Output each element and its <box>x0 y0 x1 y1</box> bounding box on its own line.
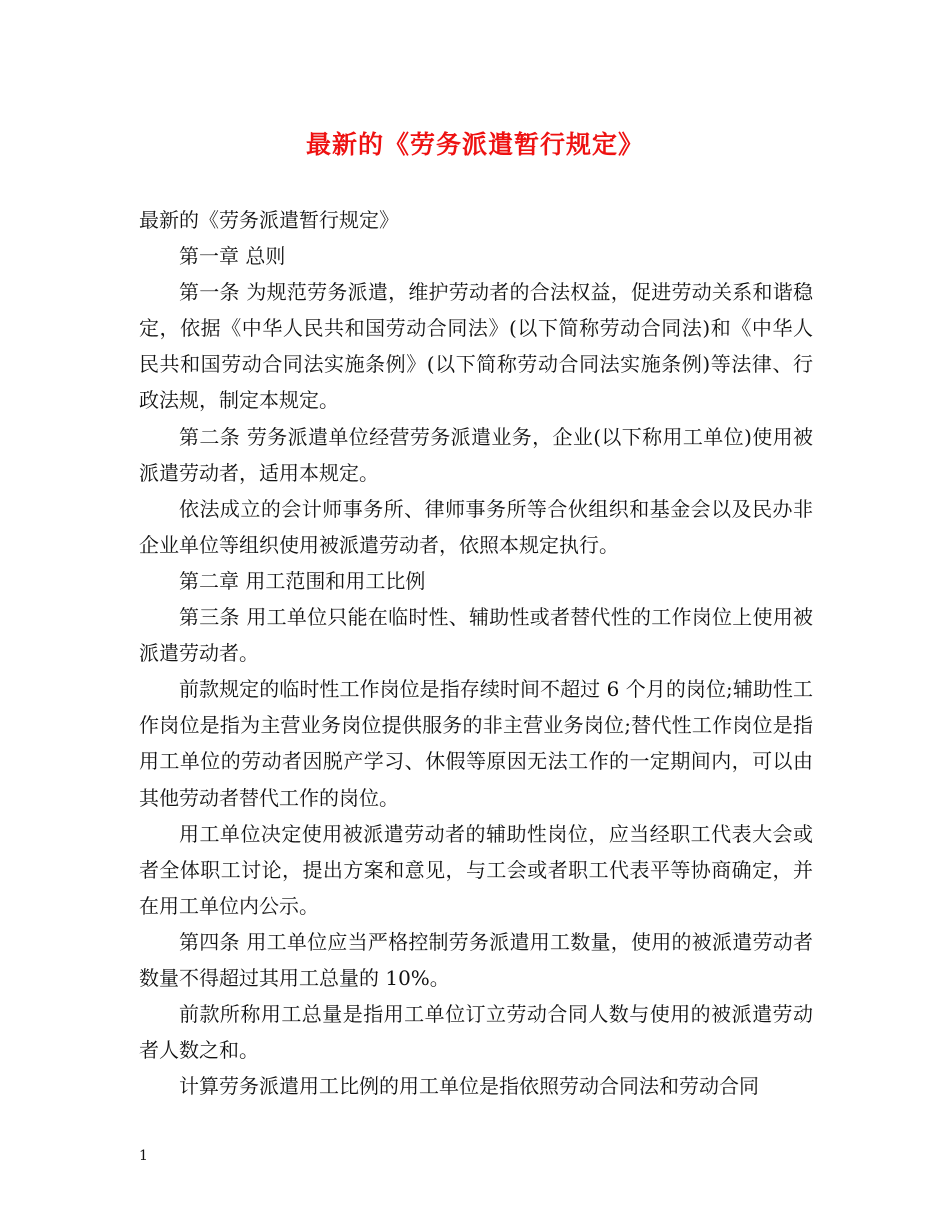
body-paragraph: 计算劳务派遣用工比例的用工单位是指依照劳动合同法和劳动合同 <box>179 1074 759 1099</box>
body-paragraph: 第二章 用工范围和用工比例 <box>179 568 426 593</box>
document-body <box>139 202 813 1104</box>
body-paragraph: 用工单位决定使用被派遣劳动者的辅助性岗位，应当经职工代表大会或者全体职工讨论，提出方案和意见，与工会或者职工代表平等协商确定，并在用工单位内公示。 <box>139 821 813 918</box>
body-paragraph: 第一章 总则 <box>179 244 286 269</box>
body-paragraph: 第二条 劳务派遣单位经营劳务派遣业务，企业(以下称用工单位)使用被派遣劳动者，适用本规定。 <box>139 424 813 485</box>
body-paragraph: 依法成立的会计师事务所、律师事务所等合伙组织和基金会以及民办非企业单位等组织使用被派遣劳动者，依照本规定执行。 <box>139 496 813 557</box>
body-paragraph: 最新的《劳务派遣暂行规定》 <box>139 208 399 232</box>
page-number: 1 <box>139 1148 148 1164</box>
body-paragraph: 第三条 用工单位只能在临时性、辅助性或者替代性的工作岗位上使用被派遣劳动者。 <box>139 605 813 666</box>
body-paragraph: 第一条 为规范劳务派遣，维护劳动者的合法权益，促进劳动关系和谐稳定，依据《中华人民共和国劳动合同法》(以下简称劳动合同法)和《中华人民共和国劳动合同法实施条例》(以下简称劳动合同法实施条例)等法律、行政法规，制定本规定。 <box>139 280 813 413</box>
body-paragraph: 第四条 用工单位应当严格控制劳务派遣用工数量，使用的被派遣劳动者数量不得超过其用工总量的 10%。 <box>139 929 813 990</box>
document-title: 最新的《劳务派遣暂行规定》 <box>305 130 644 159</box>
body-paragraph: 前款所称用工总量是指用工单位订立劳动合同人数与使用的被派遣劳动者人数之和。 <box>139 1002 813 1063</box>
body-paragraph: 前款规定的临时性工作岗位是指存续时间不超过 6 个月的岗位;辅助性工作岗位是指为主营业务岗位提供服务的非主营业务岗位;替代性工作岗位是指用工单位的劳动者因脱产学习、休假等原因无法工作的一定期间内，可以由其他劳动者替代工作的岗位。 <box>139 677 813 810</box>
